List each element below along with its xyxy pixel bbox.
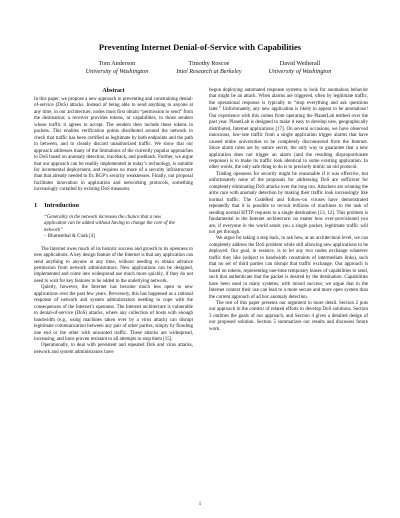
- author-affiliation: University of Washington: [268, 68, 332, 75]
- body-paragraph: Quietly, however, the Internet has become much less open to new applications over the past few years. Perversely, this has happened as a rational response of network and system administrators needing to cope with the consequences of the Internet’s openness. The Internet architecture is vulnerable to denial-of-service (DoS) attacks, where any collection of hosts with enough bandwidth (e.g., using machines taken over by a virus attack) can disrupt legitimate communication between any pair of other parties, simply by flooding one end or the other with unwanted traffic. These attacks are widespread, increasing, and have proven resistant to all attempts to stop them [15].: [34, 285, 193, 342]
- author-affiliation: Intel Research at Berkeley: [176, 68, 242, 75]
- author-affiliation: University of Washington: [85, 68, 149, 75]
- abstract-paragraph: In this paper, we propose a new approach to preventing and constraining denial-of-service (DoS) attacks. Instead of being able to send anything to anyone at any time, in our architecture, nodes must first obtain “permission to send” from the destination; a receiver provides tokens, or capabilities, to those senders whose traffic it agrees to accept. The senders then include these tokens in packets. This enables verification points distributed around the network to check that traffic has been certified as legitimate by both endpoints and the path in between, and to cleanly discard unauthorized traffic. We show that our approach addresses many of the limitations of the currently popular approaches to DoS based on anomaly detection, traceback, and pushback. Further, we argue that our approach can be readily implemented in today’s technology, is suitable for incremental deployment, and requires no more of a security infrastructure than that already needed to fix BGP’s security weaknesses. Finally, our proposal facilitates innovation in application and networking protocols, something increasingly curtailed by existing DoS measures.: [34, 97, 193, 193]
- body-paragraph: We argue for taking a step back, to ask how, at an architectural level, we can completely address the DoS problem while still allowing new applications to be deployed. Our goal, in essence, is to let any two nodes exchange whatever traffic they like (subject to bandwidth constraints of intermediate links), such that no set of third parties can disrupt that traffic exchange. Our approach is based on tokens, representing one-time temporary leases of capabilities to send, such that authenticate that the packet is desired by the destination. Capabilities have been used in many systems, with mixed success; we argue that in the Internet context their use can lead to a more secure and more open system than the current approach of ad hoc anomaly detection.: [209, 236, 368, 300]
- author-block: [0, 60, 400, 82]
- section-number: 1: [34, 201, 38, 209]
- paper-title: Preventing Internet Denial-of-Service with Capabilities: [98, 42, 302, 52]
- epigraph-attribution: – Blumenthal & Clark [4]: [44, 234, 96, 240]
- left-column: [34, 88, 193, 356]
- author-name: Tom Anderson: [98, 60, 136, 67]
- body-paragraph: begun deploying automated response systems to look for anomalous behavior that might be an attack. When alarms are triggered, often by legitimate traffic, the operational response is typically to “stop everything and ask questions later.” Unfortunately, any new application is likely to appear to be anomalous! Our experience with this comes from operating the PlanetLab testbed over the past year. PlanetLab is designed to make it easy to develop new, geographically distributed, Internet applications [17]. On several occasions, we have observed innocuous, low-rate traffic from a single application trigger alarms that have caused entire universities to be completely disconnected from the Internet. Since alarm rules are by nature secret, the only way to guarantee that a new application does not trigger an alarm (and the resulting disproportionate response) is to make its traffic look identical to some existing application. In other words, the only safe thing to do is to precisely mimic an old protocol.: [209, 88, 368, 171]
- body-paragraph: Trading openness for security might be reasonable if it was effective, but unfortunately none of the proposals for addressing DoS are sufficient for completely eliminating DoS attacks over the long run. Attackers are winning the arms race with anomaly detection by making their traffic look increasingly like normal traffic. The CodeRed and follow-on viruses have demonstrated repeatedly that it is possible to recruit millions of machines to the task of sending normal HTTP requests to a single destination [13, 12]. This problem is fundamental to the Internet architecture: no matter how over-provisioned you are, if everyone in the world sends you a single packet, legitimate traffic will not get through.: [209, 171, 368, 235]
- page-number: 1: [198, 502, 202, 507]
- body-paragraph: Operationally, to deal with persistent and repeated DoS and virus attacks, network and system administrators have: [34, 343, 193, 355]
- author-3: [235, 60, 365, 76]
- author-name: David Wetherall: [279, 60, 321, 67]
- abstract-heading: Abstract: [102, 88, 125, 94]
- section-title: Introduction: [44, 201, 79, 209]
- right-column: [209, 88, 368, 333]
- section-heading: [34, 202, 193, 209]
- body-paragraph: The rest of this paper presents our argument in more detail. Section 2 puts our approach in the context of related efforts to develop DoS solutions. Section 3 outlines the goals of our approach, and Section 4 gives a detailed design of our proposed solution. Section 5 summarizes our results and discusses future work.: [209, 300, 368, 332]
- body-paragraph: The Internet owes much of its historic success and growth to its openness to new applications. A key design feature of the Internet is that any application can send anything to anyone at any time, without needing to obtain advance permission from network administrators. New applications can be designed, implemented and come into widespread use much more quickly, if they do not need to wait for key features to be added to the underlying network.: [34, 246, 193, 284]
- author-name: Timothy Roscoe: [188, 60, 230, 67]
- epigraph-quote: “Generality in the network increases the chance that a new application can be added without having to change the core of the network”: [44, 214, 175, 233]
